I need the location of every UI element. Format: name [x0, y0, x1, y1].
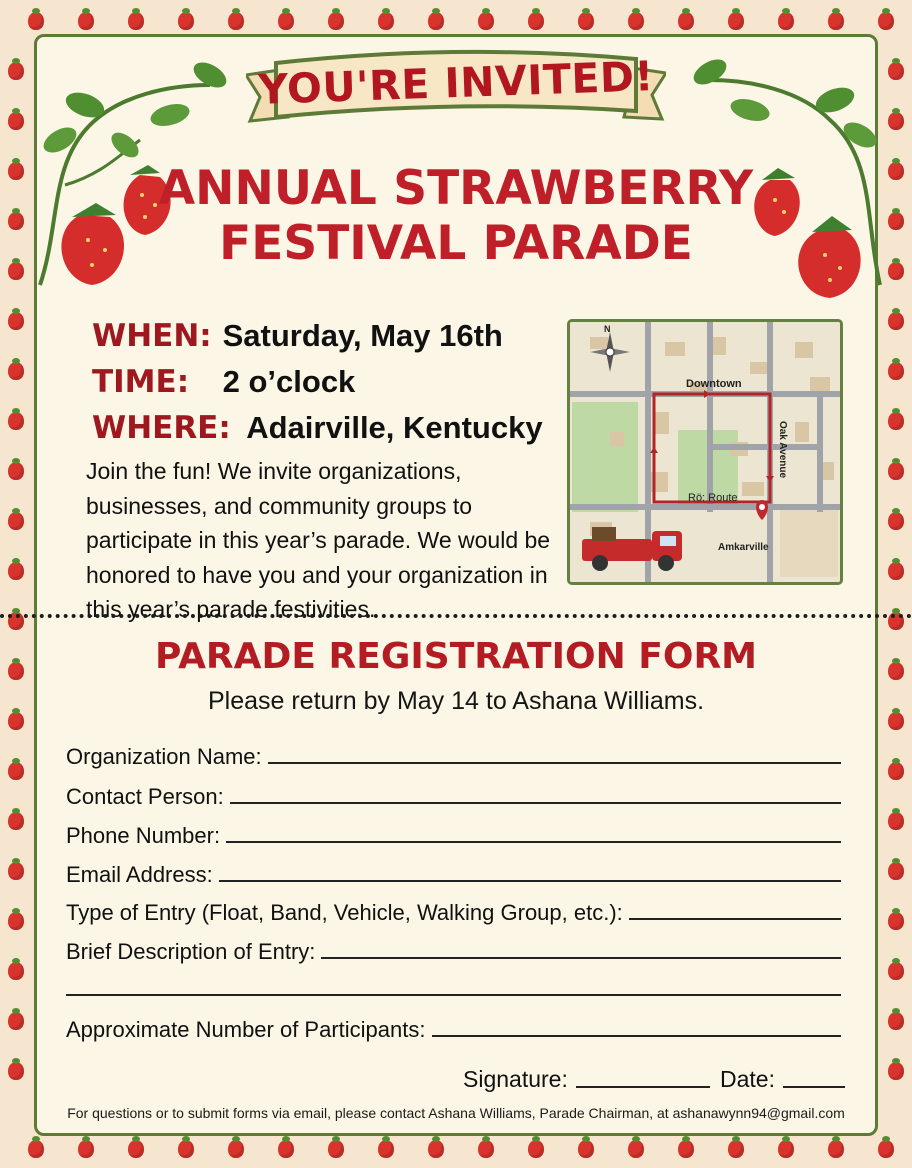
border-strawberry-icon [888, 462, 904, 480]
border-strawberry-icon [778, 1140, 794, 1158]
map-route-label: Rö: Route [688, 492, 738, 504]
border-strawberry-icon [8, 812, 24, 830]
participants-line[interactable] [432, 1035, 842, 1037]
form-title: PARADE REGISTRATION FORM [154, 636, 757, 677]
date-line[interactable] [783, 1086, 845, 1088]
map-downtown-label: Downtown [686, 378, 742, 390]
email-address-line[interactable] [219, 880, 841, 882]
where-label: WHERE: [92, 410, 231, 446]
contact-person-field[interactable] [66, 778, 841, 810]
border-strawberry-icon [528, 1140, 544, 1158]
border-strawberry-icon [128, 1140, 144, 1158]
border-strawberry-icon [128, 12, 144, 30]
when-label: WHEN: [92, 318, 212, 354]
organization-name-line[interactable] [268, 762, 841, 764]
border-strawberry-icon [8, 712, 24, 730]
border-strawberry-icon [8, 462, 24, 480]
when-value: Saturday, May 16th [222, 318, 503, 353]
border-strawberry-icon [728, 12, 744, 30]
border-strawberry-icon [888, 762, 904, 780]
time-value: 2 o’clock [222, 364, 356, 399]
border-strawberry-icon [8, 362, 24, 380]
intro-paragraph: Join the fun! We invite organizations, businesses, and community groups to participate in this year’s parade. We would be honored to have you and your organization in this year’s parade festivities. [86, 458, 551, 622]
event-details [92, 313, 562, 451]
invited-banner [246, 45, 666, 129]
border-strawberry-icon [728, 1140, 744, 1158]
map-town-label: Amkarville [718, 542, 769, 553]
time-label: TIME: [92, 364, 190, 400]
border-strawberry-icon [8, 862, 24, 880]
border-strawberry-icon [578, 12, 594, 30]
border-strawberry-icon [678, 12, 694, 30]
border-strawberry-icon [578, 1140, 594, 1158]
border-strawberry-icon [28, 12, 44, 30]
border-strawberry-icon [28, 1140, 44, 1158]
border-strawberry-icon [8, 412, 24, 430]
border-strawberry-icon [888, 362, 904, 380]
border-strawberry-icon [78, 12, 94, 30]
signature-field[interactable] [463, 1063, 710, 1093]
contact-person-line[interactable] [230, 802, 841, 804]
event-title [130, 161, 782, 271]
border-strawberry-icon [8, 312, 24, 330]
border-strawberry-icon [888, 312, 904, 330]
border-strawberry-icon [378, 12, 394, 30]
border-strawberry-icon [178, 12, 194, 30]
date-label: Date: [720, 1066, 775, 1092]
signature-label: Signature: [463, 1066, 568, 1092]
brief-description-extra-line[interactable] [66, 994, 841, 996]
border-strawberry-icon [628, 12, 644, 30]
border-strawberry-icon [828, 1140, 844, 1158]
border-strawberry-icon [8, 762, 24, 780]
border-strawberry-icon [228, 12, 244, 30]
type-of-entry-label: Type of Entry (Float, Band, Vehicle, Walking Group, etc.): [66, 900, 623, 925]
title-line-2: FESTIVAL PARADE [219, 216, 693, 271]
border-strawberry-icon [428, 12, 444, 30]
border-strawberry-icon [8, 662, 24, 680]
border-strawberry-icon [8, 1062, 24, 1080]
border-strawberry-icon [828, 12, 844, 30]
organization-name-label: Organization Name: [66, 744, 262, 769]
title-line-1: ANNUAL STRAWBERRY [158, 161, 754, 216]
border-strawberry-icon [878, 12, 894, 30]
border-strawberry-icon [888, 812, 904, 830]
border-strawberry-icon [478, 12, 494, 30]
border-strawberry-icon [878, 1140, 894, 1158]
border-strawberry-icon [628, 1140, 644, 1158]
border-strawberry-icon [428, 1140, 444, 1158]
map-street-label: Oak Avenue [777, 420, 789, 479]
border-strawberry-icon [888, 1062, 904, 1080]
phone-number-label: Phone Number: [66, 823, 221, 848]
border-strawberry-icon [678, 1140, 694, 1158]
parade-route-map [567, 319, 843, 585]
border-strawberry-icon [888, 962, 904, 980]
brief-description-field[interactable] [66, 933, 841, 965]
border-strawberry-icon [528, 12, 544, 30]
participants-label: Approximate Number of Participants: [66, 1017, 426, 1042]
border-strawberry-icon [378, 1140, 394, 1158]
border-strawberry-icon [228, 1140, 244, 1158]
form-subtitle: Please return by May 14 to Ashana Williams. [207, 687, 705, 715]
border-strawberry-icon [328, 1140, 344, 1158]
type-of-entry-field[interactable] [66, 894, 841, 926]
border-strawberry-icon [8, 962, 24, 980]
email-address-field[interactable] [66, 856, 841, 888]
border-strawberry-icon [478, 1140, 494, 1158]
signature-line[interactable] [576, 1086, 710, 1088]
border-strawberry-icon [8, 912, 24, 930]
brief-description-label: Brief Description of Entry: [66, 939, 316, 964]
border-strawberry-icon [328, 12, 344, 30]
banner-text: YOU'RE INVITED! [257, 52, 655, 114]
border-strawberry-icon [888, 512, 904, 530]
phone-number-field[interactable] [66, 817, 841, 849]
map-graphic [570, 322, 840, 582]
map-north-label: N [604, 324, 611, 334]
when-row [92, 313, 562, 359]
participants-field[interactable] [66, 1011, 841, 1043]
cut-line [0, 614, 912, 618]
date-field[interactable] [720, 1063, 845, 1093]
time-row [92, 359, 562, 405]
border-strawberry-icon [8, 512, 24, 530]
where-row [92, 405, 562, 451]
border-strawberry-icon [278, 1140, 294, 1158]
border-strawberry-icon [888, 1012, 904, 1030]
organization-name-field[interactable] [66, 738, 841, 770]
border-strawberry-icon [278, 12, 294, 30]
border-strawberry-icon [8, 1012, 24, 1030]
border-strawberry-icon [888, 412, 904, 430]
border-strawberry-icon [888, 662, 904, 680]
border-strawberry-icon [178, 1140, 194, 1158]
email-address-label: Email Address: [66, 862, 213, 887]
where-value: Adairville, Kentucky [246, 410, 543, 445]
contact-person-label: Contact Person: [66, 784, 224, 809]
border-strawberry-icon [888, 912, 904, 930]
phone-number-line[interactable] [226, 841, 841, 843]
border-strawberry-icon [888, 862, 904, 880]
border-strawberry-icon [8, 562, 24, 580]
footer-contact: For questions or to submit forms via email, please contact Ashana Williams, Parade Chairman, at ashanawynn94@gmail.com [67, 1105, 845, 1121]
border-strawberry-icon [888, 712, 904, 730]
border-strawberry-icon [778, 12, 794, 30]
type-of-entry-line[interactable] [629, 918, 841, 920]
brief-description-line[interactable] [321, 957, 841, 959]
border-strawberry-icon [78, 1140, 94, 1158]
border-strawberry-icon [888, 562, 904, 580]
